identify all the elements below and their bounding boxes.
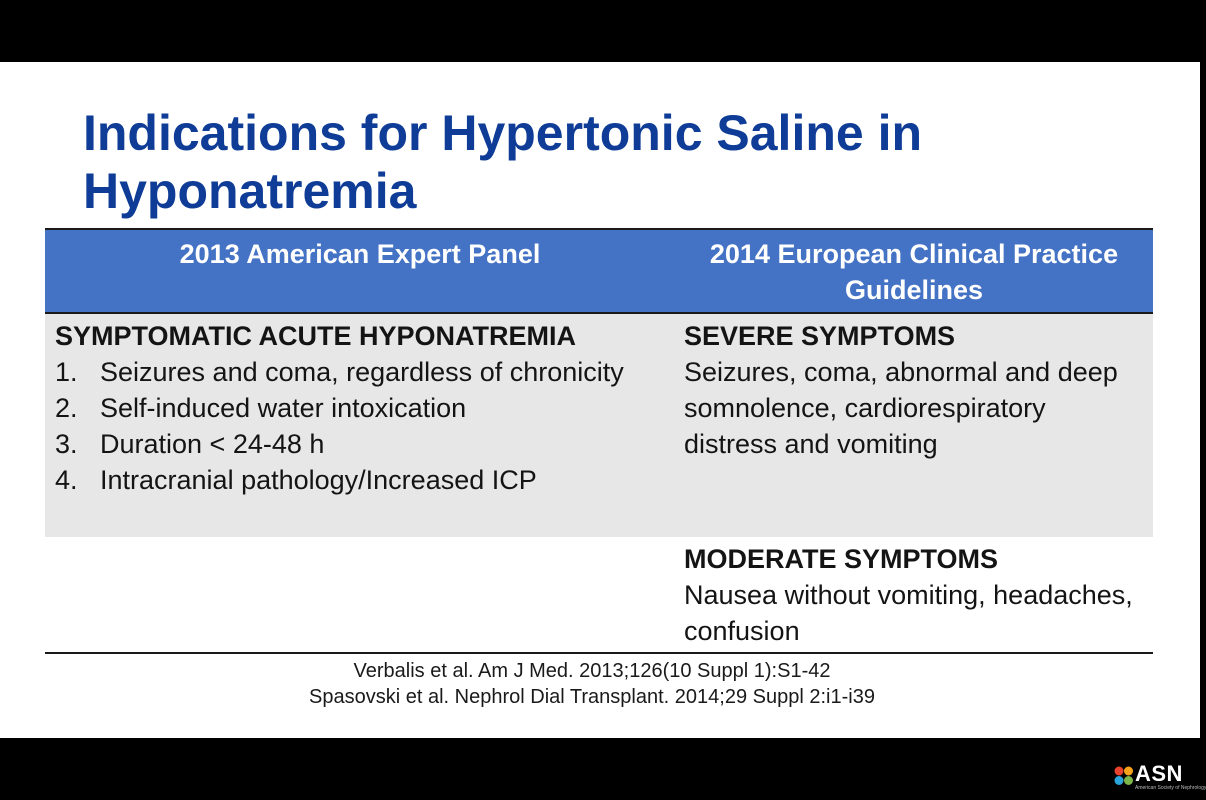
table-header-row (45, 230, 1153, 312)
american-criteria-cell (55, 318, 665, 498)
list-item-text: Intracranial pathology/Increased ICP (100, 465, 537, 495)
moderate-symptoms-text: Nausea without vomiting, headaches, confusion (684, 580, 1133, 646)
list-number: 2. (55, 393, 78, 423)
table-bottom-rule (45, 652, 1153, 654)
asn-logo-subtext: American Society of Nephrology (1135, 785, 1206, 791)
moderate-symptoms-heading: MODERATE SYMPTOMS (684, 544, 999, 574)
list-number: 3. (55, 429, 78, 459)
reference-verbalis: Verbalis et al. Am J Med. 2013;126(10 Suppl 1):S1-42 (353, 660, 831, 682)
asn-logo-mark-icon (1113, 765, 1135, 787)
slide-title: Indications for Hypertonic Saline in Hyponatremia (83, 105, 923, 219)
table-row (45, 537, 1153, 652)
list-item-text: Duration < 24-48 h (100, 429, 325, 459)
list-item (55, 426, 665, 462)
list-number: 1. (55, 357, 78, 387)
header-american-panel: 2013 American Expert Panel (179, 239, 541, 269)
header-european-guidelines: 2014 European Clinical Practice Guidelines (709, 239, 1119, 305)
slide (0, 62, 1200, 738)
references (0, 658, 1184, 710)
moderate-symptoms-cell (684, 541, 1144, 649)
symptomatic-acute-heading: SYMPTOMATIC ACUTE HYPONATREMIA (55, 321, 577, 351)
reference-spasovski: Spasovski et al. Nephrol Dial Transplant. 2014;29 Suppl 2:i1-i39 (309, 686, 875, 708)
severe-symptoms-text: Seizures, coma, abnormal and deep somnolence, cardiorespiratory distress and vomiting (684, 357, 1118, 459)
table-row (45, 314, 1153, 537)
american-criteria-list (55, 354, 665, 498)
asn-logo (1113, 761, 1206, 797)
list-item-text: Seizures and coma, regardless of chronicity (100, 357, 624, 387)
severe-symptoms-cell (684, 318, 1144, 462)
list-item (55, 462, 665, 498)
list-number: 4. (55, 465, 78, 495)
list-item (55, 390, 665, 426)
asn-logo-text: ASN (1135, 761, 1183, 786)
list-item (55, 354, 665, 390)
severe-symptoms-heading: SEVERE SYMPTOMS (684, 321, 956, 351)
list-item-text: Self-induced water intoxication (100, 393, 467, 423)
